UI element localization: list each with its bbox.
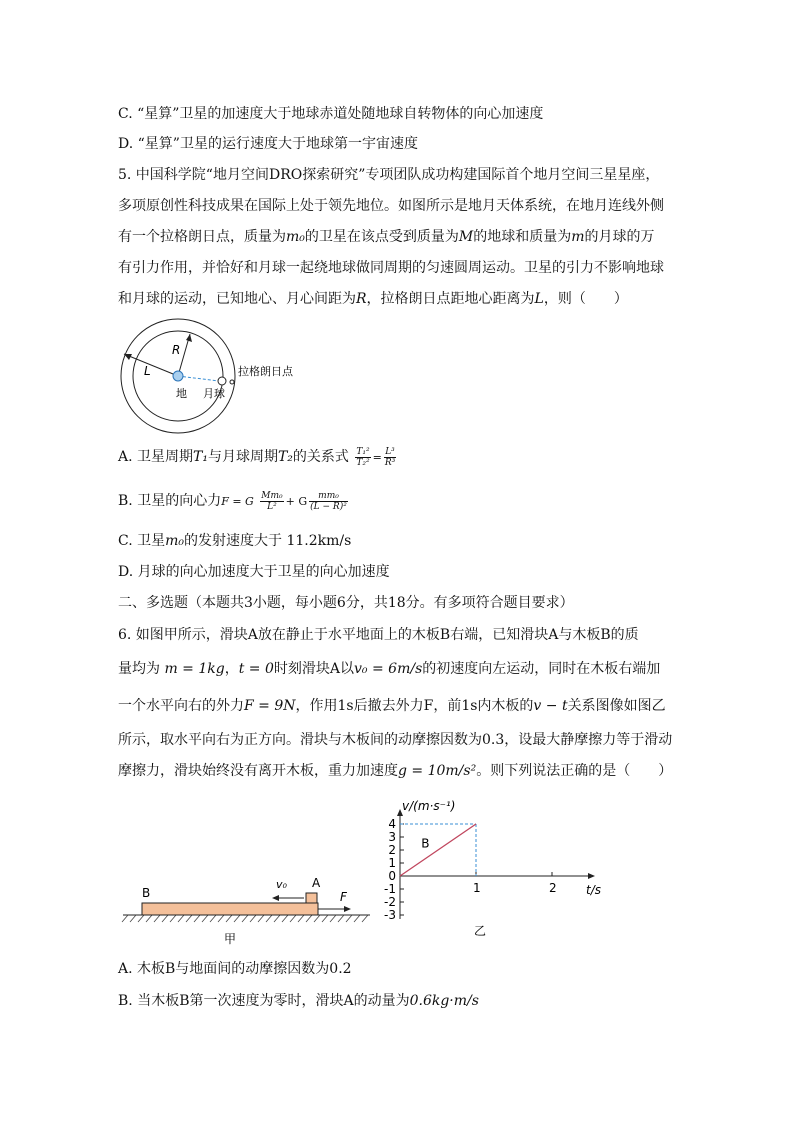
label-earth: 地 bbox=[176, 387, 187, 400]
y-axis-label: v/(m·s⁻¹) bbox=[402, 799, 456, 813]
q4-option-d: D. “星算”卫星的运行速度大于地球第一宇宙速度 bbox=[118, 136, 418, 152]
q6-option-a: A. 木板B与地面间的动摩擦因数为0.2 bbox=[118, 961, 352, 977]
label-A: A bbox=[312, 876, 321, 890]
q6-stem-line4: 所示，取水平向右为正方向。滑块与木板间的动摩擦因数为0.3，设最大静摩擦力等于滑动 bbox=[118, 732, 673, 748]
label-lagrange: 拉格朗日点 bbox=[238, 365, 293, 378]
x-tick-label: 2 bbox=[549, 881, 557, 895]
x-axis-label: t/s bbox=[586, 883, 601, 897]
board-B bbox=[142, 903, 318, 915]
vector-R-arrowhead bbox=[186, 334, 192, 342]
label-v0: v₀ bbox=[276, 878, 287, 891]
y-tick-label: -2 bbox=[384, 895, 396, 909]
label-moon: 月球 bbox=[203, 387, 225, 400]
q5-option-c: C. 卫星m₀的发射速度大于 11.2km/s bbox=[118, 533, 352, 549]
symbol-m: m bbox=[571, 229, 585, 245]
q6-stem-line3: 一个水平向右的外力F = 9N，作用1s后撤去外力F，前1s内木板的v − t关系图像如图乙 bbox=[118, 698, 666, 714]
figure-jia-block-board bbox=[118, 870, 378, 950]
section-heading: 二、多选题（本题共3小题，每小题6分，共18分。有多项符合题目要求） bbox=[118, 595, 574, 611]
q5-option-d: D. 月球的向心加速度大于卫星的向心加速度 bbox=[118, 564, 390, 580]
vector-L bbox=[124, 354, 178, 376]
q6-stem-line2: 量均为 m = 1kg，t = 0时刻滑块A以v₀ = 6m/s的初速度向左运动，同时在木板右端加 bbox=[118, 661, 661, 677]
force-F-arrowhead bbox=[344, 906, 351, 912]
ground-hatching bbox=[122, 915, 368, 922]
fraction-period-ratio: $\frac{\text{T₁²}}{\text{T₂²}}$ bbox=[356, 446, 370, 468]
q5-option-a: A. 卫星周期T₁与月球周期T₂的关系式 $\frac{\text{T₁²}}{\text{T₂²}}$ = $\frac{\text{L³}}{\text{R³}}$ bbox=[118, 446, 396, 468]
q6-option-b: B. 当木板B第一次速度为零时，滑块A的动量为0.6kg·m/s bbox=[118, 993, 479, 1009]
label-R: R bbox=[172, 343, 181, 357]
label-B: B bbox=[142, 886, 151, 900]
q5-stem-line2: 多项原创性科技成果在国际上处于领先地位。如图所示是地月天体系统，在地月连线外侧 bbox=[118, 198, 664, 214]
y-tick-label: 3 bbox=[388, 830, 396, 844]
q6-stem-line5: 摩擦力，滑块始终没有离开木板，重力加速度g = 10m/s²。则下列说法正确的是（ ） bbox=[118, 763, 673, 779]
q6-stem-line1: 6. 如图甲所示，滑块A放在静止于水平地面上的木板B右端，已知滑块A与木板B的质 bbox=[118, 627, 639, 643]
q4-option-c: C. “星算”卫星的加速度大于地球赤道处随地球自转物体的向心加速度 bbox=[118, 106, 544, 122]
figure-yi-vt-chart bbox=[352, 788, 602, 948]
velocity-v0-arrowhead bbox=[272, 895, 279, 901]
fraction-distance-ratio: $\frac{\text{L³}}{\text{R³}}$ bbox=[384, 446, 396, 468]
earth-moon-diagram bbox=[110, 318, 320, 434]
fraction-earth-force: $\frac{\text{Mm₀}}{\text{L²}}$ bbox=[261, 490, 283, 512]
label-F: F bbox=[340, 890, 347, 904]
y-tick-label: -1 bbox=[384, 882, 396, 896]
fraction-moon-force: $\frac{\text{mm₀}}{\text{(L − R)²}}$ bbox=[310, 490, 347, 512]
y-tick-label: 0 bbox=[388, 869, 396, 883]
lagrange-point-dot bbox=[230, 380, 234, 384]
moon-dot bbox=[218, 377, 226, 385]
series-label: B bbox=[421, 836, 430, 851]
y-tick-label: 2 bbox=[388, 843, 396, 857]
q5-stem-line3: 有一个拉格朗日点，质量为m₀的卫星在该点受到质量为M的地球和质量为m的月球的万 bbox=[118, 229, 655, 245]
earth-dot bbox=[173, 371, 183, 381]
y-tick-label: -3 bbox=[384, 908, 396, 922]
q5-stem-line5: 和月球的运动，已知地心、月心间距为R，拉格朗日点距地心距离为L，则（ ） bbox=[118, 291, 628, 307]
block-A bbox=[306, 893, 317, 903]
series-line-B bbox=[400, 824, 476, 876]
q5-stem-line1: 5. 中国科学院“地月空间DRO探索研究”专项团队成功构建国际首个地月空间三星星座， bbox=[118, 167, 660, 183]
symbol-m0: m₀ bbox=[286, 229, 305, 245]
q5-option-b: B. 卫星的向心力F = G $\frac{\text{Mm₀}}{\text{L²}}$ + G $\frac{\text{mm₀}}{\text{(L − R)²}}$ bbox=[118, 490, 347, 512]
chart-caption: 乙 bbox=[474, 924, 487, 938]
caption-jia: 甲 bbox=[224, 932, 237, 946]
symbol-M: M bbox=[458, 229, 474, 245]
y-tick-label: 1 bbox=[388, 856, 396, 870]
x-tick-label: 1 bbox=[473, 881, 481, 895]
label-L: L bbox=[144, 364, 151, 378]
y-tick-label: 4 bbox=[388, 817, 396, 831]
q5-stem-line4: 有引力作用，并恰好和月球一起绕地球做同周期的匀速圆周运动。卫星的引力不影响地球 bbox=[118, 260, 664, 276]
